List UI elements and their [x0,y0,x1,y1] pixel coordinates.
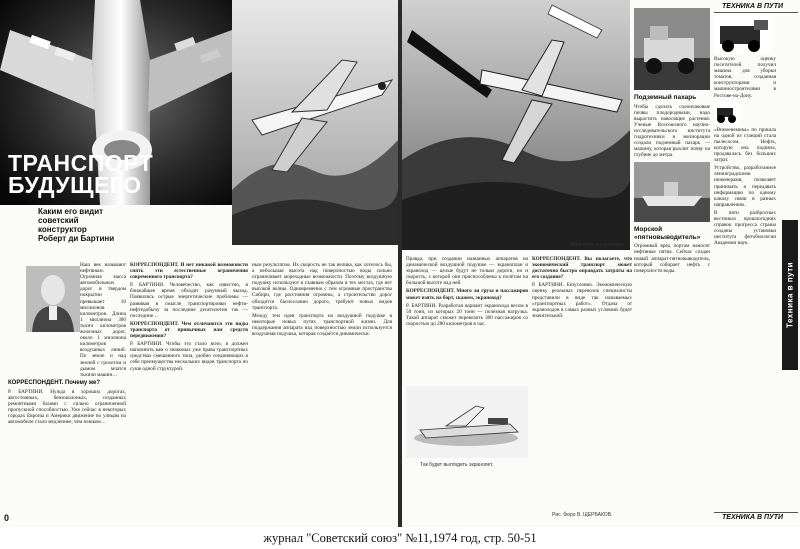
right-column-2 [532,256,632,506]
rubric-bottom-rule [714,512,798,513]
byline: Каким его видит советский конструктор Роберт ди Бартини [38,207,115,243]
sidebar-1-text: Чтобы сделать солончаковые почвы плодородными, надо вырастить навосящие растения. Ученые Всесоюзного научно-исследовательского института гидротехники и мелиорации создали подземный пахарь — машину, которая рыхлит почву на глубине до метра. [634,103,710,159]
page-number: 0 [4,513,10,523]
column-3-text-2: Между тем идея транспорта на воздушной подушке в некоторые новых путях транспортной жизни. Для поддержания аппарата над поверхностью земли используется воздушная подушка, которая создаётся динамически. [252,312,392,338]
ekranoplan-caption: Экранолет в экранолет. [570,242,625,248]
left-page [0,0,398,527]
left-column-2 [130,262,248,522]
question-2: КОРРЕСПОНДЕНТ. И нет никакой возможности снять эти естественные ограничения современного транспорта? [130,262,248,281]
sidebar-2-text: Огромный вред портам наносят нефтяные пятна. Сейчас создан новый аппарат-пятновыводитель, который собирает нефть с поверхности воды. [634,243,710,274]
column-3-text: ным результатом. Их скорость не так велика, как хотелось бы, а небольшая высота над поверхностью воды сильно ограничивает мореходные возможности. Поэтому воздушную подушку используют в главным образом в тех местах, где нет высокой волны. Одновременно с тем огромные пространства Сибири, где расстояния огромны, а строительство дорог обходится баснословно дорого, требуют новых видов транспорта. [252,262,392,311]
right-page [402,0,800,527]
tractor-icon-photo [714,102,740,124]
artist-credit: Рис. бюро В. ЩЕРБАКОВ. [552,512,613,518]
plough-photo [634,8,710,90]
vertical-section-tab [782,220,798,370]
headline-line-2: БУДУЩЕГО [8,172,142,198]
left-column-1 [8,262,126,522]
sidebar-2-heading: Морской «пятновыводитель» [634,226,701,241]
ekranokhod-caption: Так будет выглядеть экранолет. [420,462,494,468]
answer-3: Р. БАРТИНИ. Чтобы это стало ясно, я должен напомнить вам о знакомых уже права транспортных средствах смешанного типа, удобно соединяющих в себе преимущества нескольких видов транспорта по суше одной структурой. [130,341,248,372]
oil-skimmer-photo [634,162,710,222]
sidebar-column [634,8,710,518]
right-col1-text: Правда, при создании названных аппаратов на динамической воздушной подушке — экраноплан и экраноход — целые будут не только дороги, но и скорость, с которой они приспособлены к полётам на большой высоте над ней. [406,256,528,287]
right-column-1 [406,256,528,386]
far-column [714,56,776,510]
far-text-1: Высокую оценку посетителей получил машина для уборки томатов, созданная конструкторами и машиностроителями в Ростове-на-Дону. [714,56,776,99]
sidebar-1-heading: Подземный пахарь [634,94,697,101]
left-column-3 [252,262,392,522]
headline-line-1: ТРАНСПОРТ [8,150,154,176]
far-text-2: «Виноенемика» по пришла на одной из станций стала пылесосом. Нефть, которую она подняла, продавалась без больших затрат. [714,126,776,164]
rubric-bottom: ТЕХНИКА В ПУТИ [722,514,784,521]
ekranokhod-drawing [406,386,528,458]
rubric-top: ТЕХНИКА В ПУТИ [722,3,784,10]
answer-text: Р. БАРТИНИ. Нужда в хороших дорогах, автостоянках, бензоколонках, созданных ремонтными базами с сильно ограниченной пропускной способностью. Уже сейчас в некоторых городах Европы и Америки движение по улицам на автомобиле стало медленнее, чем пешком… [8,388,126,426]
far-text-4: В пяти разбросных вестниках прошлогодних справок прогресса страны созданы установки института фотобиологии Академии наук. [714,209,776,247]
tomato-harvester-photo [714,16,772,54]
right-a2: Р. БАРТИНИ. Безусловно. Экономическую оценку реальных перевозок специалисты представили в виде так называемых «транспортных работ». Отдача от экраноходов в самых разных условиях будет значительной. [532,282,632,319]
vertical-tab-label: Техника в пути [785,261,795,329]
ekranoplan-photo [402,0,630,250]
intro-text: Наш век называют нефтяным. Огромная масса автомобильных дорог в твердом покрытии превышает 10 миллионов километров. Длина 1 миллиона 300 тысяч километров железных дорог, около 1 миллиона километров воздушных линий. По земле и над землей с грохотом и дымом мчатся тысячи машин… [80,262,126,378]
right-q1: КОРРЕСПОНДЕНТ. Много ли груза и пассажиров может взять на борт, скажем, экраноход? [406,288,528,301]
aircraft-in-flight-photo [232,0,398,245]
answer-2: Р. БАРТИНИ. Человечество, как известно, в ближайшее время обходит разумный выход. Появились острые энергетические проблемы — развивая в смысле транспортировки нефти-нефтедобычу за последние десятилетия так — последние… [130,282,248,319]
far-text-3: Устройство, разработанное ленинградскими инженерами, позволяет принимать и передавать информацию по одному каналу связи в разных направлениях. [714,165,776,208]
right-a1: Р. БАРТИНИ. Разработан вариант экранохода весом в 50 тонн, из которых 20 тонн — полезная нагрузка. Такой аппарат сможет перевозить 300 пассажиров со скоростью до 280 километров в час. [406,302,528,327]
question-label: КОРРЕСПОНДЕНТ. Почему же? [8,379,101,386]
source-caption: журнал "Советский союз" №11,1974 год, стр. 50-51 [0,527,800,549]
right-q2: КОРРЕСПОНДЕНТ. Вы полагаете, что экономический транспорт может достаточно быстро оправдать затраты на его создание? [532,256,632,281]
rubric-top-rule [714,12,798,13]
question-3: КОРРЕСПОНДЕНТ. Чем отличаются эти виды транспорта от привычных нам средств передвижения? [130,320,248,340]
